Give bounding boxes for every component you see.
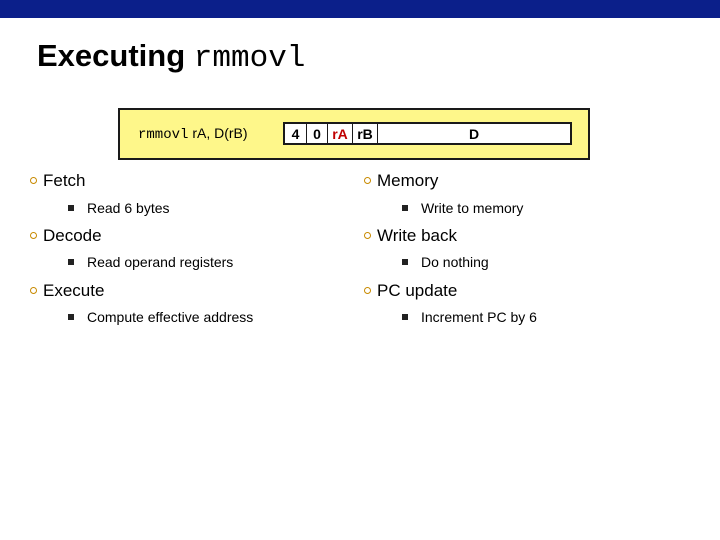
stage-detail: Do nothing [421, 254, 489, 270]
stage-detail: Read 6 bytes [87, 200, 170, 216]
stage-decode [30, 226, 102, 246]
bullet-icon [364, 287, 371, 294]
bullet-icon [364, 177, 371, 184]
byte-displacement: D [377, 124, 570, 143]
square-bullet-icon [402, 205, 408, 211]
square-bullet-icon [68, 314, 74, 320]
instruction-label [138, 125, 248, 143]
stage-detail: Increment PC by 6 [421, 309, 537, 325]
stage-memory [364, 171, 438, 191]
slide-title [37, 38, 305, 76]
byte-ra: rA [327, 124, 352, 143]
stage-detail: Compute effective address [87, 309, 254, 325]
stage-fetch [30, 171, 86, 191]
stage-label: Write back [377, 226, 457, 245]
bullet-icon [30, 177, 37, 184]
stage-detail: Write to memory [421, 200, 524, 216]
stage-label: Decode [43, 226, 102, 245]
stage-pc-update-detail [402, 309, 537, 325]
stage-execute-detail [68, 309, 253, 325]
byte-ifun: 0 [306, 124, 327, 143]
square-bullet-icon [68, 205, 74, 211]
stage-label: Fetch [43, 171, 86, 190]
bullet-icon [30, 232, 37, 239]
instruction-mnemonic: rmmovl [138, 127, 189, 143]
stage-write-back-detail [402, 254, 489, 270]
stage-decode-detail [68, 254, 233, 270]
instruction-bytes [283, 122, 572, 145]
stage-memory-detail [402, 200, 523, 216]
stage-label: Memory [377, 171, 439, 190]
stage-write-back [364, 226, 457, 246]
stage-fetch-detail [68, 200, 170, 216]
byte-icode: 4 [291, 125, 300, 142]
byte-rb: rB [352, 124, 377, 143]
stage-label: Execute [43, 281, 105, 300]
bullet-icon [30, 287, 37, 294]
stage-execute [30, 281, 104, 301]
bullet-icon [364, 232, 371, 239]
instruction-operands: rA, D(rB) [192, 125, 248, 141]
square-bullet-icon [402, 314, 408, 320]
stage-pc-update [364, 281, 457, 301]
stage-label: PC update [377, 281, 458, 300]
top-bar [0, 0, 720, 18]
title-word: Executing [37, 38, 186, 73]
square-bullet-icon [68, 259, 74, 265]
stage-detail: Read operand registers [87, 254, 234, 270]
title-code: rmmovl [193, 41, 306, 76]
square-bullet-icon [402, 259, 408, 265]
